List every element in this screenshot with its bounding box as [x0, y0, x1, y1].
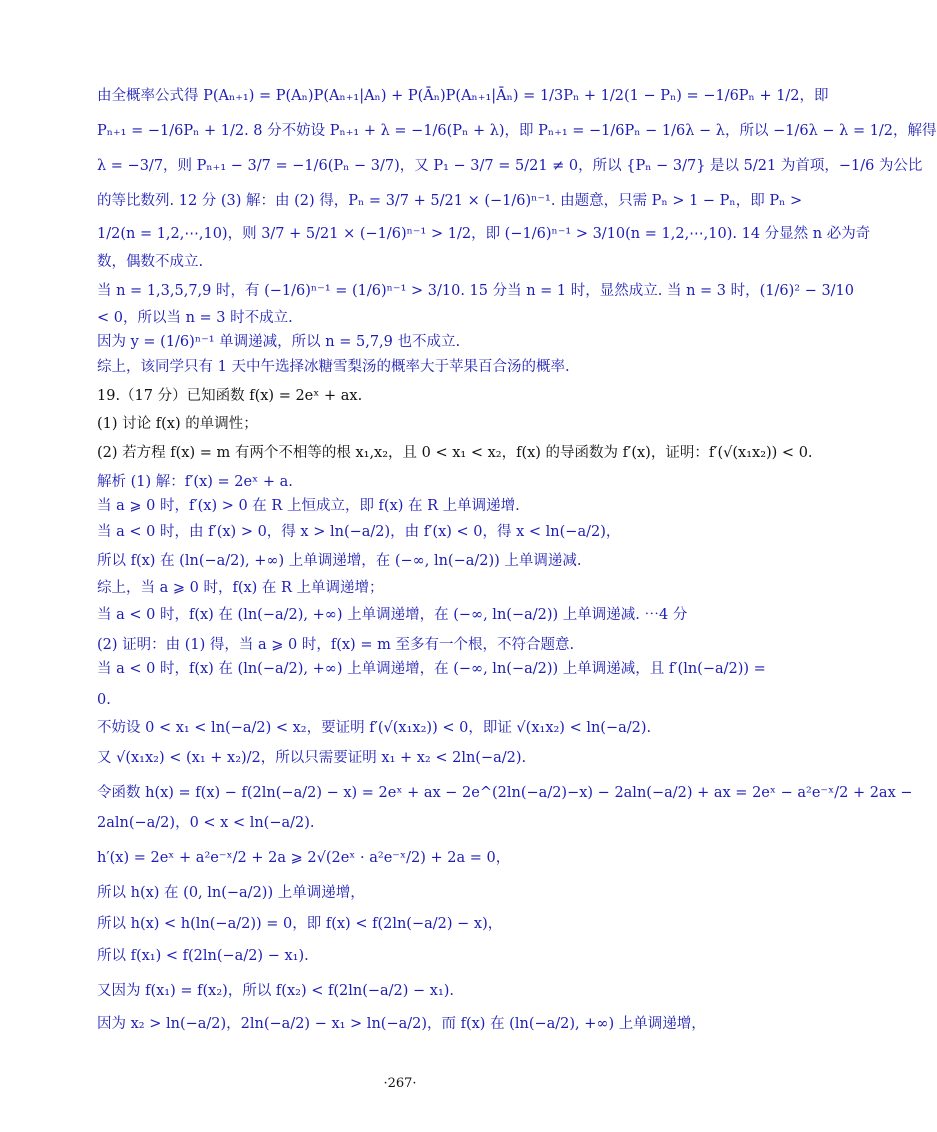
text-line: 所以 f(x₁) < f(2ln(−a/2) − x₁).: [97, 948, 309, 964]
text-line: λ = −3/7，则 Pₙ₊₁ − 3/7 = −1/6(Pₙ − 3/7)，又 P₁ − 3/7 = 5/21 ≠ 0，所以 {Pₙ − 3/7} 是以 5/21 为首项，−1/6 为公比: [97, 158, 923, 174]
text-line: h′(x) = 2eˣ + a²e⁻ˣ/2 + 2a ⩾ 2√(2eˣ · a²e⁻ˣ/2) + 2a = 0，: [97, 850, 511, 866]
text-line: 不妨设 0 < x₁ < ln(−a/2) < x₂，要证明 f′(√(x₁x₂)) < 0，即证 √(x₁x₂) < ln(−a/2).: [97, 720, 652, 736]
text-line: 0.: [97, 692, 111, 708]
text-line: 综上，该同学只有 1 天中午选择冰糖雪梨汤的概率大于苹果百合汤的概率.: [97, 359, 570, 375]
text-line: 由全概率公式得 P(Aₙ₊₁) = P(Aₙ)P(Aₙ₊₁|Aₙ) + P(Āₙ)P(Aₙ₊₁|Āₙ) = 1/3Pₙ + 1/2(1 − Pₙ) = −1/6Pₙ + 1/2，即: [97, 88, 829, 104]
text-line: (2) 证明：由 (1) 得，当 a ⩾ 0 时，f(x) = m 至多有一个根，不符合题意.: [97, 637, 575, 653]
text-line: 的等比数列. 12 分 (3) 解：由 (2) 得，Pₙ = 3/7 + 5/21 × (−1/6)ⁿ⁻¹. 由题意，只需 Pₙ > 1 − Pₙ，即 Pₙ >: [97, 193, 803, 209]
text-line: 解析 (1) 解：f′(x) = 2eˣ + a.: [97, 474, 293, 490]
text-line: 当 a < 0 时，f(x) 在 (ln(−a/2), +∞) 上单调递增，在 (−∞, ln(−a/2)) 上单调递减. ⋯4 分: [97, 607, 688, 623]
text-line: Pₙ₊₁ = −1/6Pₙ + 1/2. 8 分不妨设 Pₙ₊₁ + λ = −1/6(Pₙ + λ)，即 Pₙ₊₁ = −1/6Pₙ − 1/6λ − λ，所以 −1/6λ − λ = 1/2，解得: [97, 123, 937, 139]
text-line: 所以 f(x) 在 (ln(−a/2), +∞) 上单调递增，在 (−∞, ln(−a/2)) 上单调递减.: [97, 553, 582, 569]
text-line: 令函数 h(x) = f(x) − f(2ln(−a/2) − x) = 2eˣ + ax − 2e^(2ln(−a/2)−x) − 2aln(−a/2) + ax = 2eˣ − a²e⁻ˣ/2 + 2ax −: [97, 785, 913, 801]
text-line: 2aln(−a/2)，0 < x < ln(−a/2).: [97, 815, 315, 831]
text-line: (1) 讨论 f(x) 的单调性；: [97, 416, 258, 432]
text-line: 因为 y = (1/6)ⁿ⁻¹ 单调递减，所以 n = 5,7,9 也不成立.: [97, 334, 461, 350]
text-line: 19.（17 分）已知函数 f(x) = 2eˣ + ax.: [97, 388, 363, 404]
text-line: 1/2(n = 1,2,⋯,10)，则 3/7 + 5/21 × (−1/6)ⁿ⁻¹ > 1/2，即 (−1/6)ⁿ⁻¹ > 3/10(n = 1,2,⋯,10). 14 分显然 n 必为奇: [97, 226, 871, 242]
text-line: 当 a < 0 时，f(x) 在 (ln(−a/2), +∞) 上单调递增，在 (−∞, ln(−a/2)) 上单调递减，且 f′(ln(−a/2)) =: [97, 661, 766, 677]
text-line: (2) 若方程 f(x) = m 有两个不相等的根 x₁,x₂，且 0 < x₁ < x₂，f(x) 的导函数为 f′(x)，证明：f′(√(x₁x₂)) < 0.: [97, 445, 813, 461]
page-number: ·267·: [383, 1076, 417, 1091]
text-line: 综上，当 a ⩾ 0 时，f(x) 在 R 上单调递增；: [97, 580, 384, 596]
text-line: 又 √(x₁x₂) < (x₁ + x₂)/2，所以只需要证明 x₁ + x₂ < 2ln(−a/2).: [97, 750, 527, 766]
text-line: 当 a ⩾ 0 时，f′(x) > 0 在 R 上恒成立，即 f(x) 在 R 上单调递增.: [97, 498, 520, 514]
text-line: 所以 h(x) 在 (0, ln(−a/2)) 上单调递增，: [97, 885, 365, 901]
text-line: 当 n = 1,3,5,7,9 时，有 (−1/6)ⁿ⁻¹ = (1/6)ⁿ⁻¹ > 3/10. 15 分当 n = 1 时，显然成立. 当 n = 3 时，(1/6)² − 3/10: [97, 283, 855, 299]
text-line: 又因为 f(x₁) = f(x₂)，所以 f(x₂) < f(2ln(−a/2) − x₁).: [97, 983, 455, 999]
text-line: 因为 x₂ > ln(−a/2)，2ln(−a/2) − x₁ > ln(−a/2)，而 f(x) 在 (ln(−a/2), +∞) 上单调递增，: [97, 1016, 706, 1032]
text-line: 当 a < 0 时，由 f′(x) > 0，得 x > ln(−a/2)，由 f′(x) < 0，得 x < ln(−a/2)，: [97, 524, 621, 540]
text-line: 所以 h(x) < h(ln(−a/2)) = 0，即 f(x) < f(2ln(−a/2) − x)，: [97, 916, 503, 932]
text-line: 数，偶数不成立.: [97, 254, 204, 270]
text-line: < 0，所以当 n = 3 时不成立.: [97, 310, 293, 326]
